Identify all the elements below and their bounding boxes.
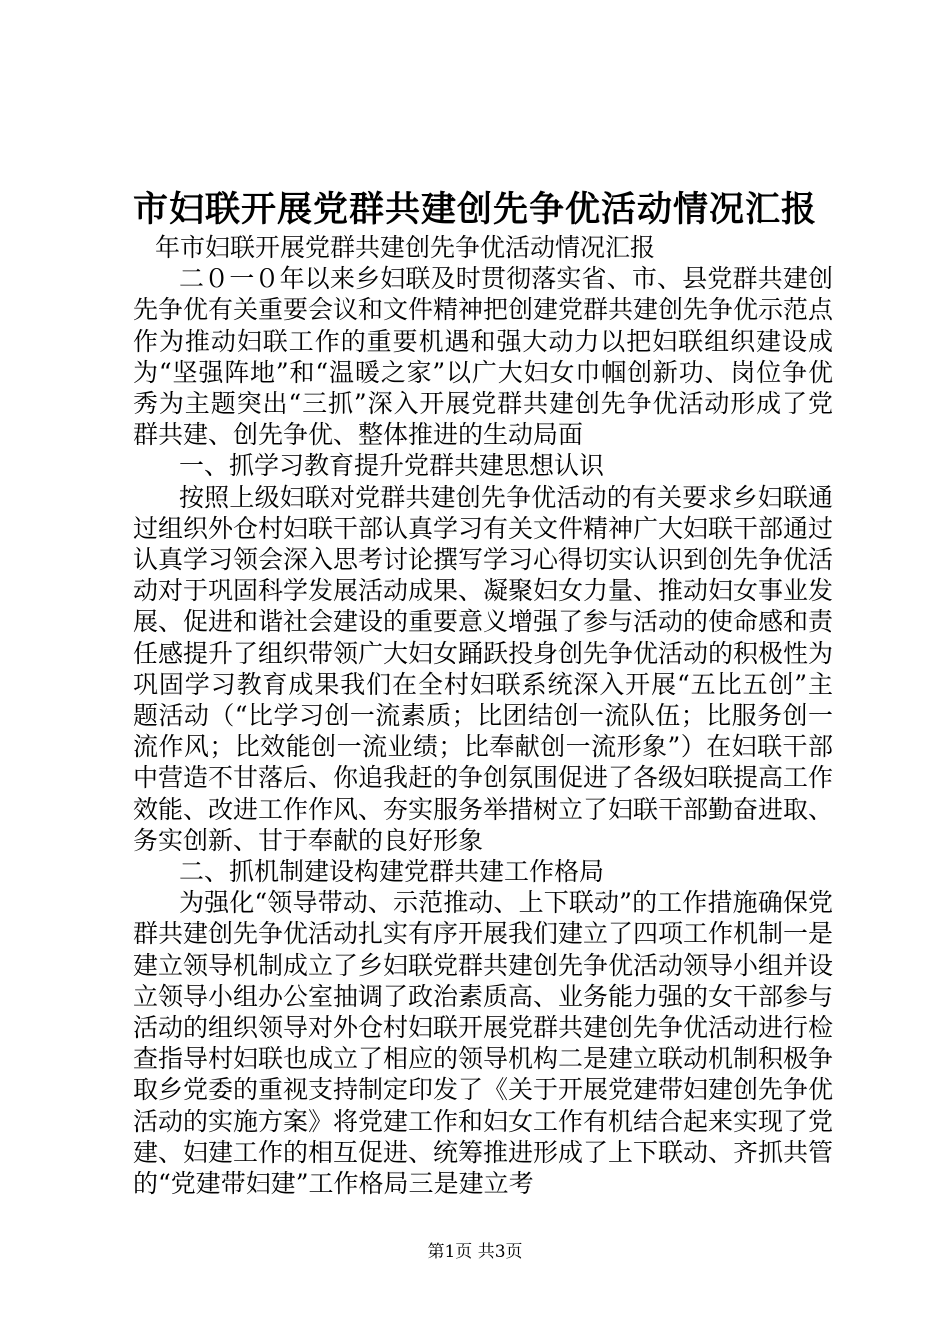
subtitle-paragraph: 年市妇联开展党群共建创先争优活动情况汇报 [155,233,656,262]
section-heading-2: 二、抓机制建设构建党群共建工作格局 [179,857,605,887]
section-2-paragraph: 为强化“领导带动、示范推动、上下联动”的工作措施确保党群共建创先争优活动扎实有序开展我们建立了四项工作机制一是建立领导机制成立了乡妇联党群共建创先争优活动领导小组并设立领导小组办公室抽调了政治素质高、业务能力强的女干部参与活动的组织领导对外仓村妇联开展党群共建创先争优活动进行检查指导村妇联也成立了相应的领导机构二是建立联动机制积极争取乡党委的重视支持制定印发了《关于开展党建带妇建创先争优活动的实施方案》将党建工作和妇女工作有机结合起来实现了党建、妇建工作的相互促进、统筹推进形成了上下联动、齐抓共管的“党建带妇建”工作格局三是建立考 [133,888,834,1199]
intro-paragraph: 二０一０年以来乡妇联及时贯彻落实省、市、县党群共建创先争优有关重要会议和文件精神把创建党群共建创先争优示范点作为推动妇联工作的重要机遇和强大动力以把妇联组织建设成为“坚强阵地”和“温暖之家”以广大妇女巾帼创新功、岗位争优秀为主题突出“三抓”深入开展党群共建创先争优活动形成了党群共建、创先争优、整体推进的生动局面 [133,264,834,450]
page-footer: 第1页 共3页 [427,1242,523,1262]
document-title: 市妇联开展党群共建创先争优活动情况汇报 [132,189,817,230]
section-1-paragraph: 按照上级妇联对党群共建创先争优活动的有关要求乡妇联通过组织外仓村妇联干部认真学习有关文件精神广大妇联干部通过认真学习领会深入思考讨论撰写学习心得切实认识到创先争优活动对于巩固科学发展活动成果、凝聚妇女力量、推动妇女事业发展、促进和谐社会建设的重要意义增强了参与活动的使命感和责任感提升了组织带领广大妇女踊跃投身创先争优活动的积极性为巩固学习教育成果我们在全村妇联系统深入开展“五比五创”主题活动（“比学习创一流素质；比团结创一流队伍；比服务创一流作风；比效能创一流业绩；比奉献创一流形象”）在妇联干部中营造不甘落后、你追我赶的争创氛围促进了各级妇联提高工作效能、改进工作作风、夯实服务举措树立了妇联干部勤奋进取、务实创新、甘于奉献的良好形象 [133,482,834,855]
section-heading-1: 一、抓学习教育提升党群共建思想认识 [179,451,605,481]
document-body [133,232,833,1199]
